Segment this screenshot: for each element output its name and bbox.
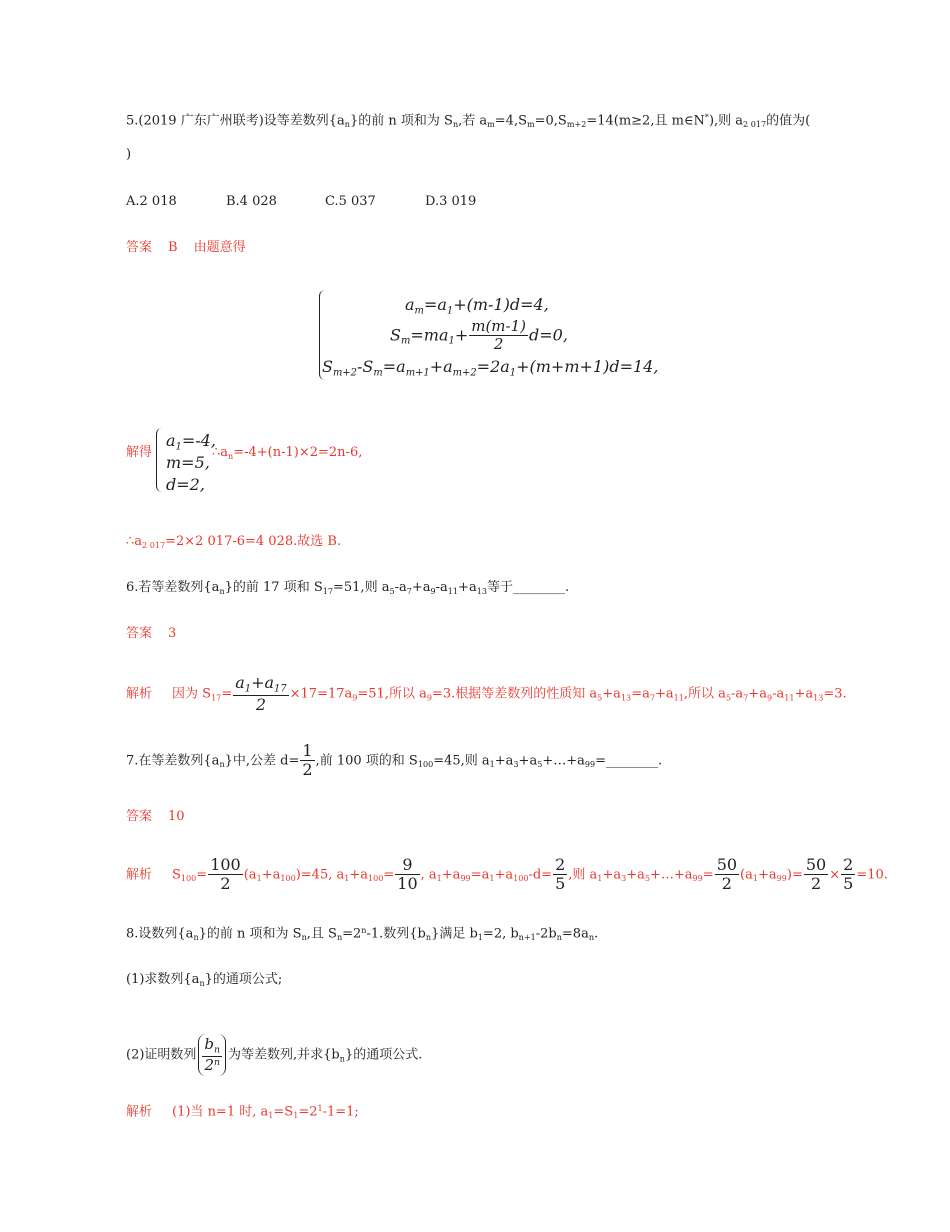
q5-stem-close: ) — [126, 147, 132, 162]
solve-brace — [156, 428, 162, 492]
q7-analysis: 解析 $S_{100}=$ $\frac{100}{2}$ $(a_1+a_{100})=45$, $a_1+a_{100}=$ $\frac{9}{10}$ , $a_1+a_{99}=a_1+a_{100}-d=$ $\frac{2}{5}$ ,则 $a_1+a_3+a_5+\dots+a_{99}=$ $\frac{50}{2}$ $(a_1+a_{99})=$ $\frac{50}{2}$ × $\frac{2}{5}$ =10. — [126, 855, 888, 894]
system-row-1: $a_m=a_1+(m-1)d=4$, — [405, 295, 549, 317]
analysis-label: 解析 — [126, 1104, 153, 1120]
q5-conclusion: $\therefore a_{2 017}=2\times 2$ 017-6=4 028.故选 B. — [126, 534, 342, 550]
q7-answer — [126, 810, 185, 823]
answer-label: 答案 — [126, 809, 153, 824]
answer-label: 答案 — [126, 626, 153, 641]
q6-analysis: 解析 因为 $S_{17}=$ $\frac{a_1+a_{17}}{2}$ $\times 17=17a_9=51$,所以 $a_9=3$.根据等差数列的性质知 $a_5+a_{13}=a_7+a_{11}$,所以 $a_5-a_7+a_9-a_{11}+a_{13}=3$. — [126, 673, 847, 714]
q6-answer — [126, 627, 176, 640]
answer-value: 10 — [168, 809, 185, 824]
q5-stem: 5.(2019 广东广州联考)设等差数列$\{a_n\}$的前 n 项和为 $S_n$,若 $a_m=4,S_m=0,S_{m+2}=14(m\ge 2$,且 m∈N*),则 $a_{2 017}$的值为( — [126, 113, 811, 130]
q6-stem: 6.若等差数列$\{a_n\}$的前 17 项和 $S_{17}=51$,则 $a_5-a_7+a_9-a_{11}+a_{13}$等于________. — [126, 580, 570, 596]
q5-option-d: D.3 019 — [425, 194, 477, 209]
q5-solve-tail: $\therefore a_n=-4+(n-1)\times 2=2n-6$, — [212, 445, 363, 461]
answer-value: B — [168, 240, 178, 255]
answer-label: 答案 — [126, 240, 153, 255]
analysis-label: 解析 — [126, 686, 153, 702]
q8-stem: 8.设数列$\{a_n\}$的前 n 项和为 $S_n$,且 $S_n=2^n-1$.数列$\{b_n\}$满足 $b_1=2$, $b_{n+1}-2b_n=8a_n$. — [126, 926, 599, 943]
q8-part1: (1)求数列$\{a_n\}$的通项公式; — [126, 972, 283, 988]
solve-row-1: $a_1=-4$, — [166, 431, 216, 453]
q5-answer: 答案 B 由题意得 — [126, 240, 246, 255]
q7-stem: 7.在等差数列$\{a_n\}$中,公差 d= $\frac{1}{2}$ ,前 100 项的和 $S_{100}=45$,则 $a_1+a_3+a_5+\dots+a_{99}=\_\_\_\_\_\_\_\_$. — [126, 741, 663, 780]
q5-solve-label: 解得 — [126, 445, 153, 460]
solve-row-3: d=2, — [166, 475, 205, 494]
q5-option-a: A.2 018 — [126, 194, 177, 209]
q5-option-b: B.4 028 — [226, 194, 277, 209]
analysis-label: 解析 — [126, 867, 153, 883]
q8-analysis: 解析 (1)当 n=1 时, $a_1=S_1=2^1-1=1$; — [126, 1104, 359, 1121]
solve-row-2: m=5, — [166, 453, 210, 472]
answer-value: 3 — [168, 626, 177, 641]
system-row-2: $S_m=ma_1+$ $\frac{m(m-1)}{2}$ d=0, — [390, 317, 568, 354]
q5-option-c: C.5 037 — [325, 194, 376, 209]
q8-part2: (2)证明数列 $\frac{b_n}{2^n}$ 为等差数列,并求$\{b_n\}$的通项公式. — [126, 1034, 422, 1076]
system-row-3: $S_{m+2}-S_m=a_{m+1}+a_{m+2}=2a_1+(m+m+1)d=14$, — [322, 357, 659, 379]
